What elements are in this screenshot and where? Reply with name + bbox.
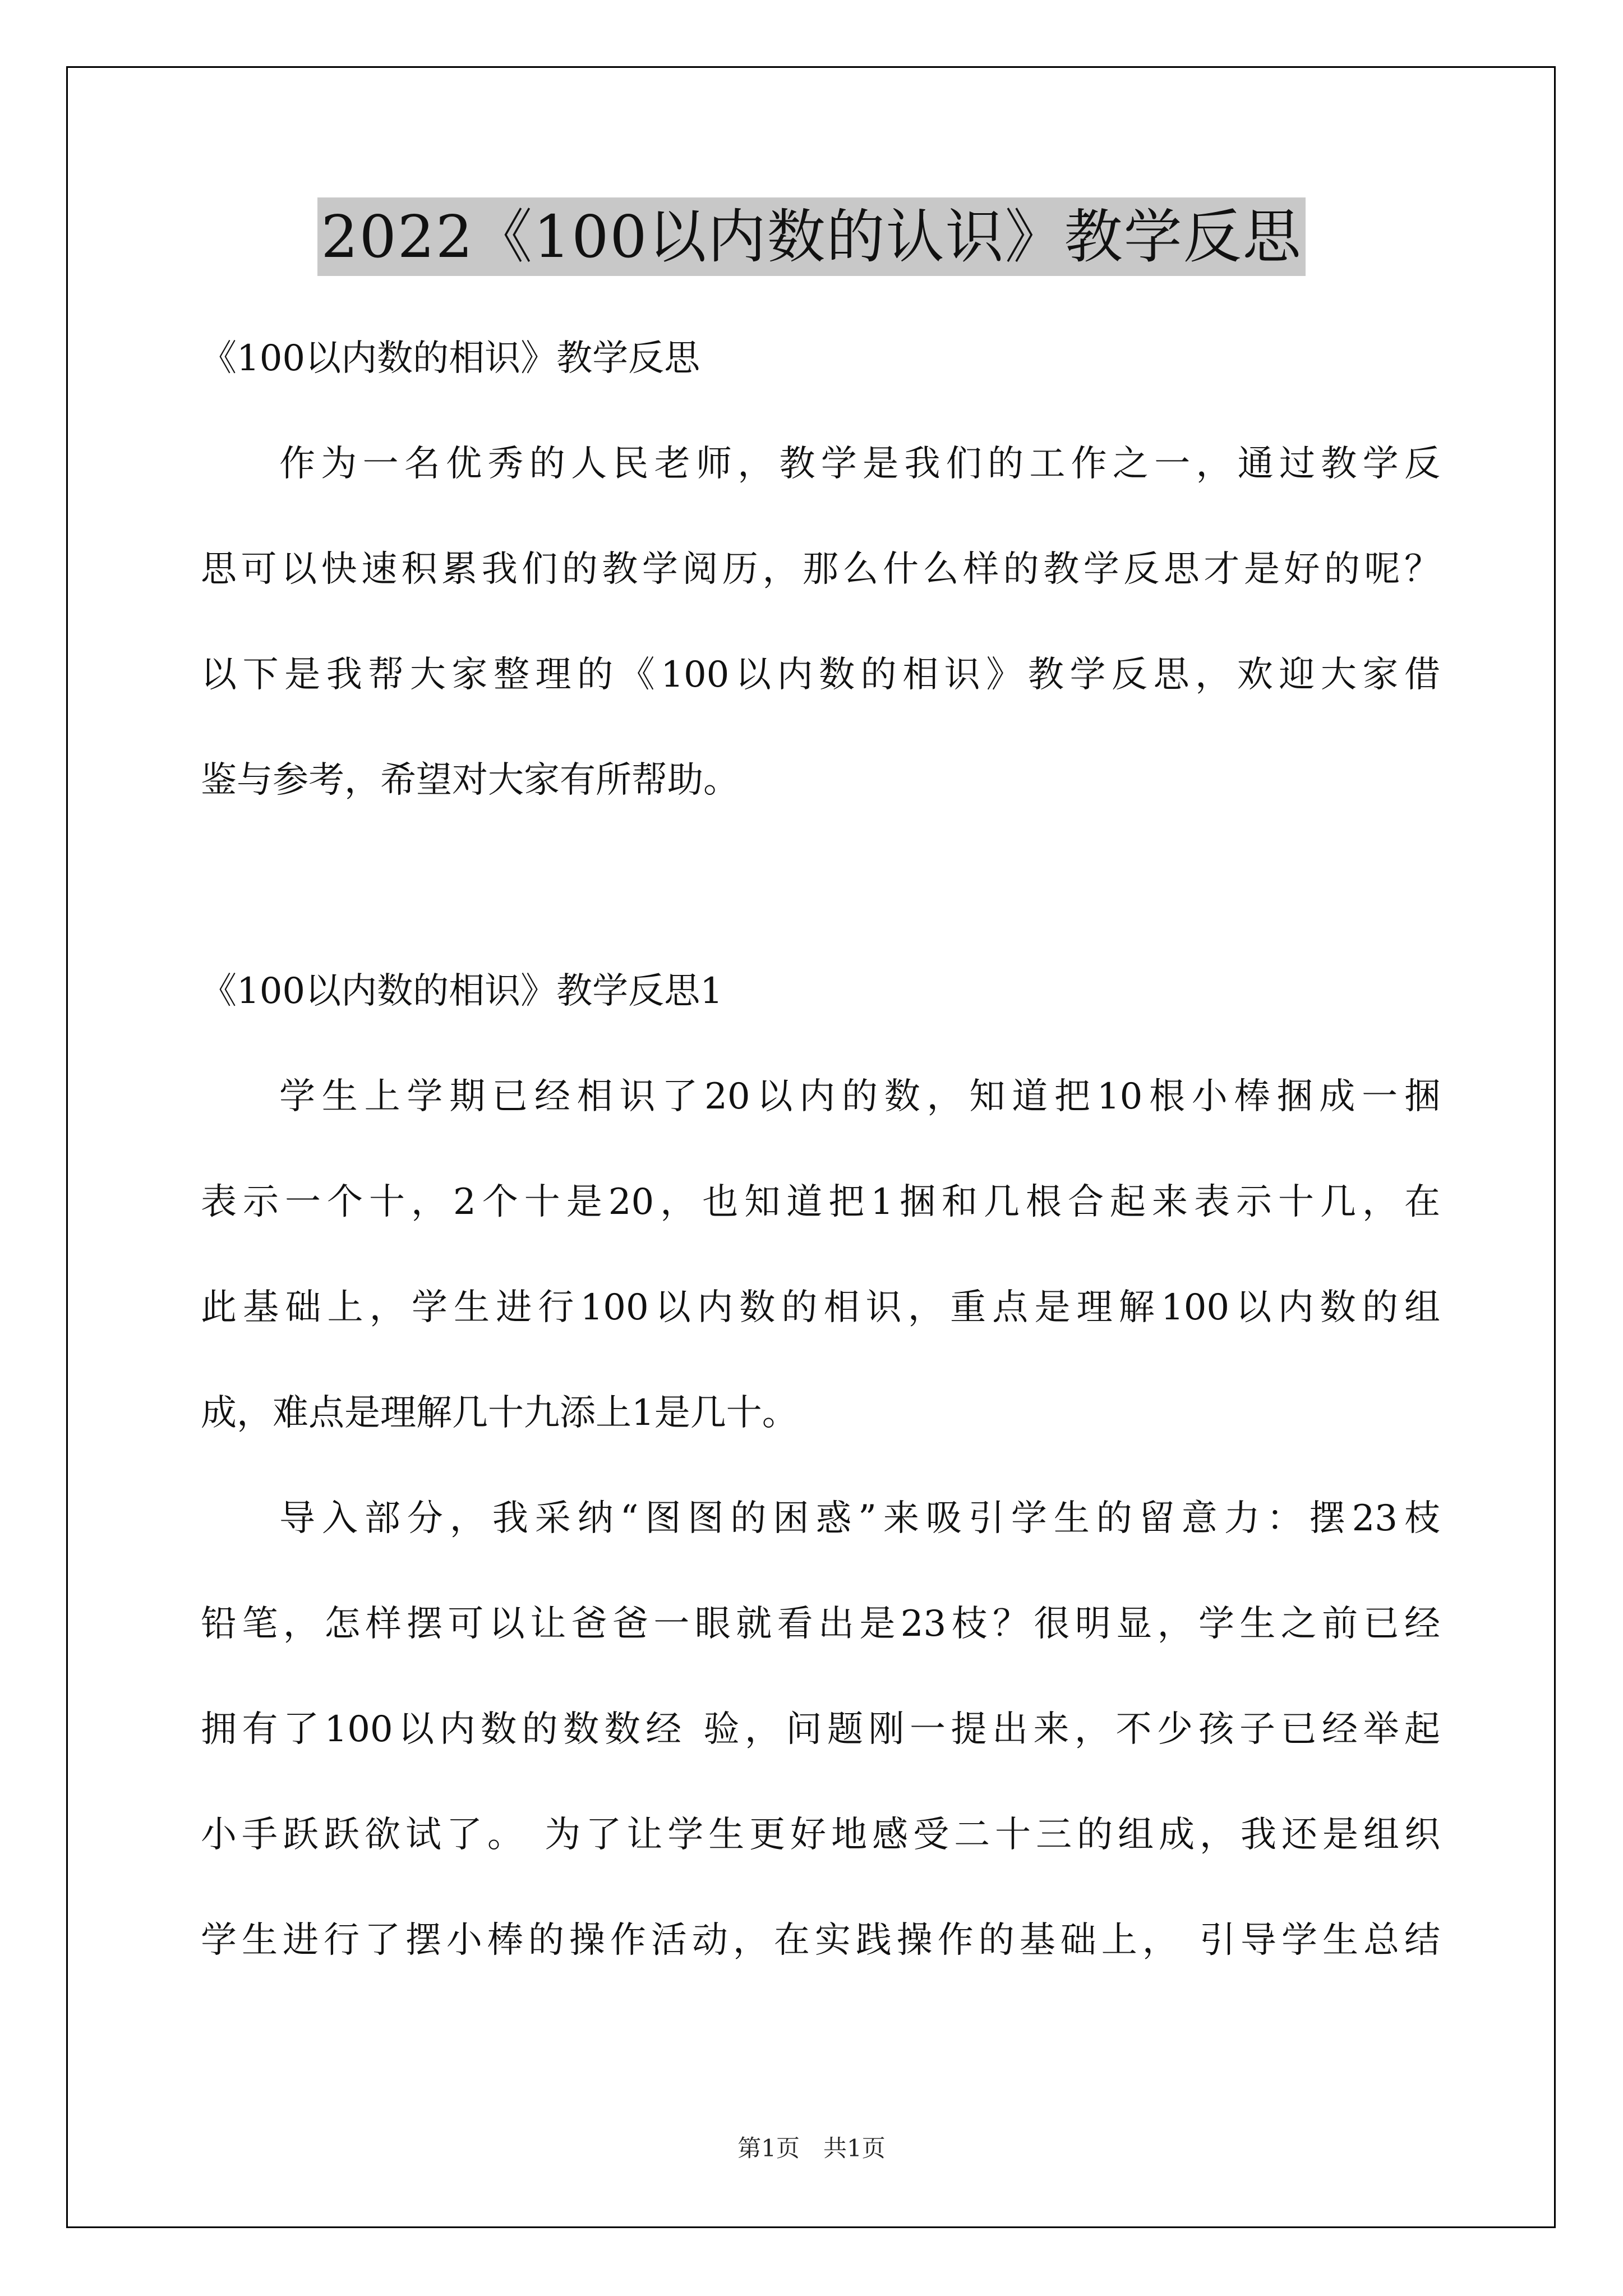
title-container: [0, 197, 1623, 276]
document-title: 2022《100以内数的认识》教学反思: [317, 197, 1305, 276]
intro-line: 以下是我帮大家整理的《100以内数的相识》教学反思，欢迎大家借: [201, 654, 1440, 696]
paragraph2-line: 拥有了100以内数的数数经 验，问题刚一提出来，不少孩子已经举起: [201, 1709, 1440, 1750]
paragraph1-line: 表示一个十，2个十是20，也知道把1捆和几根合起来表示十几，在: [201, 1181, 1440, 1223]
subtitle: 《100以内数的相识》教学反思: [201, 338, 700, 379]
paragraph1-line: 此基础上，学生进行100以内数的相识，重点是理解100以内数的组: [201, 1287, 1440, 1328]
paragraph2-line: 小手跃跃欲试了。 为了让学生更好地感受二十三的组成，我还是组织: [201, 1814, 1440, 1856]
section-heading: 《100以内数的相识》教学反思1: [201, 970, 723, 1012]
paragraph1-line: 成，难点是理解几十九添上1是几十。: [201, 1392, 798, 1434]
paragraph2-line: 导入部分，我采纳“图图的困惑”来吸引学生的留意力：摆23枝: [279, 1498, 1440, 1539]
paragraph2-line: 铅笔，怎样摆可以让爸爸一眼就看出是23枝？很明显，学生之前已经: [201, 1603, 1440, 1645]
page-footer: 第1页 共1页: [737, 2134, 886, 2162]
paragraph1-line: 学生上学期已经相识了20以内的数，知道把10根小棒捆成一捆: [279, 1076, 1440, 1117]
paragraph2-line: 学生进行了摆小棒的操作活动，在实践操作的基础上， 引导学生总结: [201, 1920, 1440, 1961]
intro-line: 思可以快速积累我们的教学阅历，那么什么样的教学反思才是好的呢？: [201, 549, 1440, 590]
blank-line: [201, 833, 1440, 938]
document-body: [201, 306, 1440, 1993]
intro-line: 作为一名优秀的人民老师，教学是我们的工作之一，通过教学反: [279, 443, 1440, 485]
intro-line: 鉴与参考，希望对大家有所帮助。: [201, 760, 739, 801]
